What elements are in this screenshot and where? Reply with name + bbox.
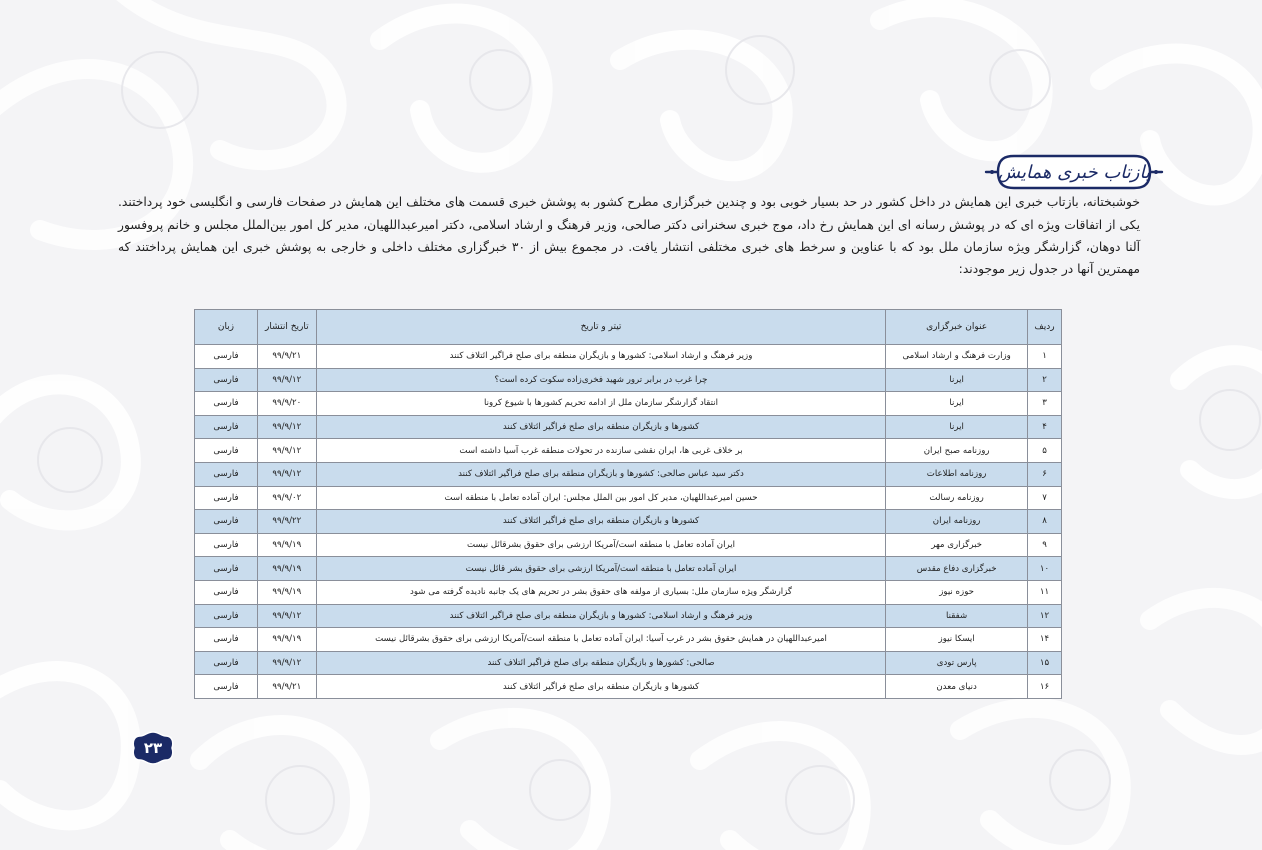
cell-language: فارسی — [195, 628, 258, 652]
cell-date: ۹۹/۹/۱۲ — [257, 604, 316, 628]
cell-language: فارسی — [195, 651, 258, 675]
cell-title: صالحی: کشورها و بازیگران منطقه برای صلح فراگیر ائتلاف کنند — [316, 651, 885, 675]
header-language: زبان — [195, 310, 258, 345]
cell-language: فارسی — [195, 510, 258, 534]
cell-agency: روزنامه صبح ایران — [886, 439, 1028, 463]
cell-title: کشورها و بازیگران منطقه برای صلح فراگیر ائتلاف کنند — [316, 510, 885, 534]
cell-title: کشورها و بازیگران منطقه برای صلح فراگیر ائتلاف کنند — [316, 415, 885, 439]
cell-title: حسین امیرعبداللهیان، مدیر کل امور بین الملل مجلس: ایران آماده تعامل با منطقه است — [316, 486, 885, 510]
cell-row-number: ۱۱ — [1028, 580, 1062, 604]
news-coverage-table-wrapper — [194, 309, 1062, 699]
cell-date: ۹۹/۹/۲۲ — [257, 510, 316, 534]
cell-date: ۹۹/۹/۱۹ — [257, 533, 316, 557]
table-body — [195, 345, 1062, 699]
section-heading: بازتاب خبری همایش — [998, 161, 1150, 183]
cell-date: ۹۹/۹/۱۲ — [257, 368, 316, 392]
cell-language: فارسی — [195, 557, 258, 581]
cell-date: ۹۹/۹/۱۲ — [257, 415, 316, 439]
table-row — [195, 533, 1062, 557]
cell-row-number: ۹ — [1028, 533, 1062, 557]
cell-agency: دنیای معدن — [886, 675, 1028, 699]
cell-row-number: ۱۴ — [1028, 628, 1062, 652]
cell-language: فارسی — [195, 533, 258, 557]
table-row — [195, 368, 1062, 392]
cell-agency: وزارت فرهنگ و ارشاد اسلامی — [886, 345, 1028, 369]
cell-row-number: ۸ — [1028, 510, 1062, 534]
cell-language: فارسی — [195, 392, 258, 416]
cell-title: وزیر فرهنگ و ارشاد اسلامی: کشورها و بازیگران منطقه برای صلح فراگیر ائتلاف کنند — [316, 604, 885, 628]
header-title: تیتر و تاریخ — [316, 310, 885, 345]
table-row — [195, 462, 1062, 486]
cell-date: ۹۹/۹/۲۱ — [257, 345, 316, 369]
cell-title: ایران آماده تعامل با منطقه است/آمریکا ارزشی برای حقوق بشرقائل نیست — [316, 533, 885, 557]
table-row — [195, 557, 1062, 581]
table-row — [195, 439, 1062, 463]
table-row — [195, 580, 1062, 604]
cell-row-number: ۶ — [1028, 462, 1062, 486]
cell-title: کشورها و بازیگران منطقه برای صلح فراگیر ائتلاف کنند — [316, 675, 885, 699]
cell-row-number: ۱۲ — [1028, 604, 1062, 628]
cell-title: چرا غرب در برابر ترور شهید فخری‌زاده سکوت کرده است؟ — [316, 368, 885, 392]
table-row — [195, 604, 1062, 628]
news-coverage-table — [194, 309, 1062, 699]
cell-date: ۹۹/۹/۲۱ — [257, 675, 316, 699]
cell-language: فارسی — [195, 675, 258, 699]
cell-date: ۹۹/۹/۱۹ — [257, 628, 316, 652]
cell-agency: روزنامه رسالت — [886, 486, 1028, 510]
cell-agency: حوزه نیوز — [886, 580, 1028, 604]
section-heading-frame — [984, 152, 1164, 192]
header-agency: عنوان خبرگزاری — [886, 310, 1028, 345]
cell-language: فارسی — [195, 345, 258, 369]
cell-agency: ایرنا — [886, 368, 1028, 392]
table-row — [195, 345, 1062, 369]
cell-row-number: ۱۰ — [1028, 557, 1062, 581]
cell-language: فارسی — [195, 368, 258, 392]
intro-paragraph: خوشبختانه، بازتاب خبری این همایش در داخل کشور در حد بسیار خوبی بود و چندین خبرگزاری مطرح کشور به پوشش خبری قسمت های مختلف این همایش در صفحات فارسی و انگلیسی خود پرداختند. یکی از اتفاقات ویژه ای که در پوشش رسانه ای این همایش رخ داد، موج خبری سخنرانی دکتر صالحی، وزیر فرهنگ و ارشاد اسلامی، دکتر امیرعبداللهیان، مدیر کل امور بین‌الملل مجلس و خانم پروفسور آلنا دوهان، گزارشگر ویژه سازمان ملل بود که با عناوین و سرخط های خبری مختلفی انتشار یافت. در مجموع بیش از ۳۰ خبرگزاری مختلف داخلی و خارجی به پوشش خبری این همایش پرداختند که مهمترین آنها در جدول زیر موجودند: — [118, 195, 1140, 276]
cell-language: فارسی — [195, 604, 258, 628]
cell-agency: خبرگزاری دفاع مقدس — [886, 557, 1028, 581]
cell-title: وزیر فرهنگ و ارشاد اسلامی: کشورها و بازیگران منطقه برای صلح فراگیر ائتلاف کنند — [316, 345, 885, 369]
header-date: تاریخ انتشار — [257, 310, 316, 345]
cell-title: بر خلاف غربی ها، ایران نقشی سازنده در تحولات منطقه غرب آسیا داشته است — [316, 439, 885, 463]
cell-title: امیرعبداللهیان در همایش حقوق بشر در غرب آسیا: ایران آماده تعامل با منطقه است/آمریکا ارزشی برای حقوق بشرقائل نیست — [316, 628, 885, 652]
cell-date: ۹۹/۹/۱۲ — [257, 439, 316, 463]
cell-agency: ایرنا — [886, 415, 1028, 439]
table-row — [195, 651, 1062, 675]
table-row — [195, 415, 1062, 439]
cell-language: فارسی — [195, 486, 258, 510]
cell-language: فارسی — [195, 415, 258, 439]
cell-language: فارسی — [195, 580, 258, 604]
cell-title: انتقاد گزارشگر سازمان ملل از ادامه تحریم کشورها با شیوع کرونا — [316, 392, 885, 416]
cell-row-number: ۳ — [1028, 392, 1062, 416]
cell-agency: روزنامه اطلاعات — [886, 462, 1028, 486]
cell-title: گزارشگر ویژه سازمان ملل: بسیاری از مولفه های حقوق بشر در تحریم های یک جانبه نادیده گرفته می شود — [316, 580, 885, 604]
cell-date: ۹۹/۹/۱۲ — [257, 462, 316, 486]
cell-row-number: ۷ — [1028, 486, 1062, 510]
cell-agency: ایرنا — [886, 392, 1028, 416]
cell-date: ۹۹/۹/۱۹ — [257, 580, 316, 604]
cell-agency: خبرگزاری مهر — [886, 533, 1028, 557]
cell-language: فارسی — [195, 462, 258, 486]
page-number-badge — [131, 731, 175, 765]
header-row-number: ردیف — [1028, 310, 1062, 345]
cell-row-number: ۱۶ — [1028, 675, 1062, 699]
cell-date: ۹۹/۹/۲۰ — [257, 392, 316, 416]
cell-date: ۹۹/۹/۰۲ — [257, 486, 316, 510]
page-number: ۲۳ — [143, 739, 163, 757]
table-row — [195, 392, 1062, 416]
cell-row-number: ۲ — [1028, 368, 1062, 392]
cell-agency: ایسکا نیوز — [886, 628, 1028, 652]
cell-agency: شفقنا — [886, 604, 1028, 628]
cell-language: فارسی — [195, 439, 258, 463]
table-row — [195, 628, 1062, 652]
cell-row-number: ۴ — [1028, 415, 1062, 439]
cell-agency: پارس تودی — [886, 651, 1028, 675]
table-row — [195, 486, 1062, 510]
table-header-row — [195, 310, 1062, 345]
cell-row-number: ۱ — [1028, 345, 1062, 369]
table-row — [195, 510, 1062, 534]
cell-title: دکتر سید عباس صالحی: کشورها و بازیگران منطقه برای صلح فراگیر ائتلاف کنند — [316, 462, 885, 486]
cell-date: ۹۹/۹/۱۲ — [257, 651, 316, 675]
cell-title: ایران آماده تعامل با منطقه است/آمریکا ارزشی برای حقوق بشر قائل نیست — [316, 557, 885, 581]
cell-row-number: ۵ — [1028, 439, 1062, 463]
cell-agency: روزنامه ایران — [886, 510, 1028, 534]
cell-date: ۹۹/۹/۱۹ — [257, 557, 316, 581]
cell-row-number: ۱۵ — [1028, 651, 1062, 675]
table-row — [195, 675, 1062, 699]
